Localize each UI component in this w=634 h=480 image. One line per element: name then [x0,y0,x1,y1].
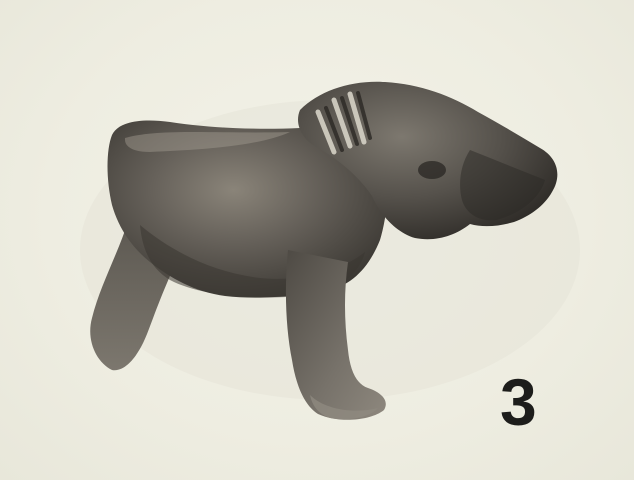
figure-number-label: 3 [500,365,537,439]
eye-hollow [418,161,446,179]
